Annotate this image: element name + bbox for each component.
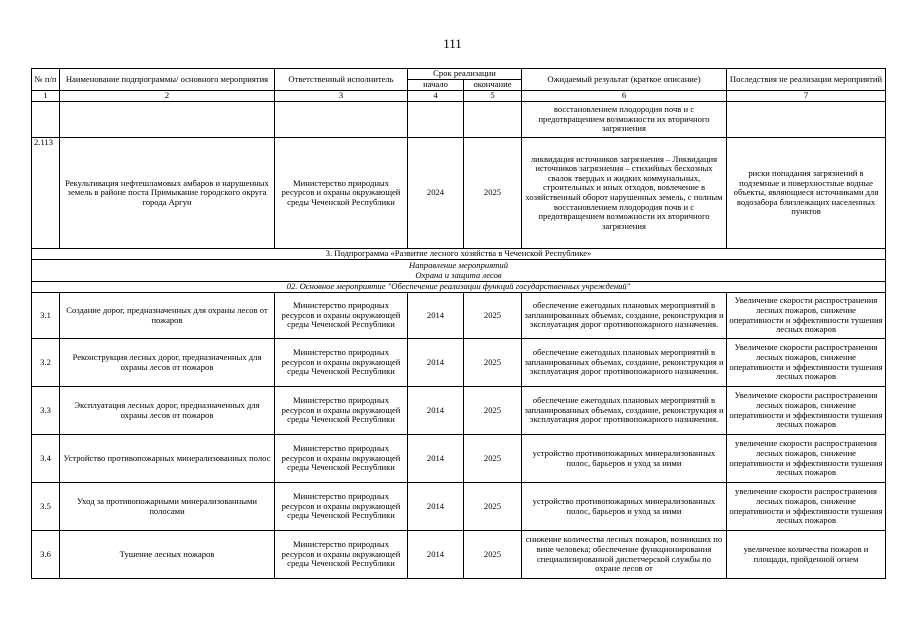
start-year: 2014 [408, 293, 464, 339]
header-executor: Ответственный исполнитель [275, 69, 408, 91]
result-cell: восстановлением плодородия почв и с предотвращением возможности их вторичного загрязнения [522, 102, 727, 138]
start-year: 2014 [408, 387, 464, 435]
table-row [32, 483, 886, 531]
col-number: 5 [464, 91, 522, 102]
header-start: начало [408, 80, 464, 91]
header-period: Срок реализации [408, 69, 522, 80]
col-number: 7 [727, 91, 886, 102]
section-subprogram-row [32, 249, 886, 260]
consequences-cell: Увеличение скорости распространения лесных пожаров, снижение оперативности и эффективности тушения лесных пожаров [727, 387, 886, 435]
col-number: 6 [522, 91, 727, 102]
subprogram-heading: 3. Подпрограмма «Развитие лесного хозяйства в Чеченской Республике» [32, 249, 886, 260]
executor-cell: Министерство природных ресурсов и охраны окружающей среды Чеченской Республики [275, 531, 408, 579]
event-name: Рекультивация нефтешламовых амбаров и нарушенных земель в районе поста Примыкание городского округа города Аргун [60, 138, 275, 249]
row-number: 3.2 [32, 339, 60, 387]
row-number: 2.113 [32, 138, 60, 249]
event-name: Эксплуатация лесных дорог, предназначенных для охраны лесов от пожаров [60, 387, 275, 435]
col-number: 3 [275, 91, 408, 102]
result-cell: устройство противопожарных минерализованных полос, барьеров и уход за ними [522, 435, 727, 483]
start-year: 2014 [408, 483, 464, 531]
page-number: 111 [443, 36, 462, 51]
row-number: 3.1 [32, 293, 60, 339]
event-name: Создание дорог, предназначенных для охраны лесов от пожаров [60, 293, 275, 339]
result-cell: обеспечение ежегодных плановых мероприятий в запланированных объемах, создание, реконструкция и эксплуатация дорог противопожарного назначения. [522, 387, 727, 435]
row-number: 3.4 [32, 435, 60, 483]
end-year: 2025 [464, 483, 522, 531]
end-year: 2025 [464, 531, 522, 579]
program-table [31, 68, 886, 579]
executor-cell: Министерство природных ресурсов и охраны окружающей среды Чеченской Республики [275, 339, 408, 387]
consequences-cell: увеличение скорости распространения лесных пожаров, снижение оперативности и эффективности тушения лесных пожаров [727, 435, 886, 483]
event-name: Тушение лесных пожаров [60, 531, 275, 579]
result-cell: обеспечение ежегодных плановых мероприятий в запланированных объемах, создание, реконструкция и эксплуатация дорог противопожарного назначения. [522, 293, 727, 339]
start-year: 2024 [408, 138, 464, 249]
result-cell: снижение количества лесных пожаров, возникших по вине человека; обеспечение функционирования специализированной диспетчерской службы по охране лесов от [522, 531, 727, 579]
executor-cell: Министерство природных ресурсов и охраны окружающей среды Чеченской Республики [275, 293, 408, 339]
header-num: № п/п [32, 69, 60, 91]
consequences-cell: риски попадания загрязнений в подземные и поверхностные водные объекты, являющиеся источниками для водозабора близлежащих населенных пунктов [727, 138, 886, 249]
direction-name: Охрана и защита лесов [415, 269, 502, 280]
header-row [32, 69, 886, 80]
column-numbers-row [32, 91, 886, 102]
result-cell: обеспечение ежегодных плановых мероприятий в запланированных объемах, создание, реконструкция и эксплуатация дорог противопожарного назначения. [522, 339, 727, 387]
result-cell: устройство противопожарных минерализованных полос, барьеров и уход за ними [522, 483, 727, 531]
start-year: 2014 [408, 531, 464, 579]
continuation-row [32, 102, 886, 138]
header-name: Наименование подпрограммы/ основного мероприятия [60, 69, 275, 91]
consequences-cell: увеличение количества пожаров и площади, пройденной огнем [727, 531, 886, 579]
executor-cell: Министерство природных ресурсов и охраны окружающей среды Чеченской Республики [275, 387, 408, 435]
end-year: 2025 [464, 339, 522, 387]
direction-label: Направление мероприятий [408, 259, 508, 270]
executor-cell: Министерство природных ресурсов и охраны окружающей среды Чеченской Республики [275, 435, 408, 483]
executor-cell: Министерство природных ресурсов и охраны окружающей среды Чеченской Республики [275, 483, 408, 531]
end-year: 2025 [464, 293, 522, 339]
executor-cell: Министерство природных ресурсов и охраны окружающей среды Чеченской Республики [275, 138, 408, 249]
col-number: 4 [408, 91, 464, 102]
result-cell: ликвидация источников загрязнения – Ликвидация источников загрязнения – стихийных бесхозных свалок твердых и жидких коммунальных, строительных и иных отходов, вовлечение в хозяйственный оборот нарушенных земель, с полным восстановлением плодородия почв и с предотвращением возможности их вторичного загрязнения [522, 138, 727, 249]
consequences-cell: Увеличение скорости распространения лесных пожаров, снижение оперативности и эффективности тушения лесных пожаров [727, 339, 886, 387]
event-name: Уход за противопожарными минерализованными полосами [60, 483, 275, 531]
row-number: 3.5 [32, 483, 60, 531]
section-main-event-row [32, 282, 886, 293]
event-name: Реконструкция лесных дорог, предназначенных для охраны лесов от пожаров [60, 339, 275, 387]
header-result: Ожидаемый результат (краткое описание) [522, 69, 727, 91]
main-event-heading: 02. Основное мероприятие "Обеспечение реализации функций государственных учреждений" [32, 282, 886, 293]
header-consequences: Последствия не реализации мероприятий [727, 69, 886, 91]
table-row [32, 138, 886, 249]
table-row [32, 293, 886, 339]
col-number: 1 [32, 91, 60, 102]
row-number: 3.3 [32, 387, 60, 435]
end-year: 2025 [464, 387, 522, 435]
direction-heading [32, 260, 886, 282]
col-number: 2 [60, 91, 275, 102]
start-year: 2014 [408, 339, 464, 387]
header-end: окончание [464, 80, 522, 91]
table-row [32, 387, 886, 435]
end-year: 2025 [464, 138, 522, 249]
row-number: 3.6 [32, 531, 60, 579]
table-row [32, 339, 886, 387]
event-name: Устройство противопожарных минерализованных полос [60, 435, 275, 483]
consequences-cell: Увеличение скорости распространения лесных пожаров, снижение оперативности и эффективности тушения лесных пожаров [727, 293, 886, 339]
table-row [32, 531, 886, 579]
consequences-cell: увеличение скорости распространения лесных пожаров, снижение оперативности и эффективности тушения лесных пожаров [727, 483, 886, 531]
end-year: 2025 [464, 435, 522, 483]
table-row [32, 435, 886, 483]
start-year: 2014 [408, 435, 464, 483]
section-direction-row [32, 260, 886, 282]
